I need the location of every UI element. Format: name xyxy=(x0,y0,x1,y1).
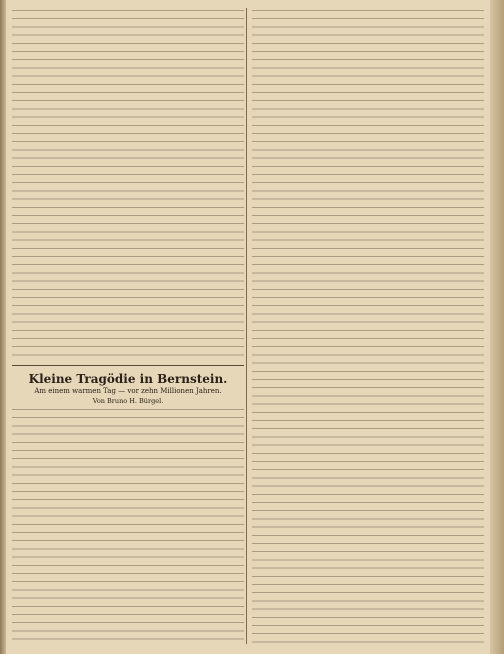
article-byline: Von Bruno H. Bürgel. xyxy=(92,397,164,405)
article-headline: Kleine Tragödie in Bernstein. xyxy=(28,372,228,386)
left-text-block-bottom xyxy=(12,409,244,646)
page-edge xyxy=(490,0,504,654)
section-rule xyxy=(12,365,244,366)
column-divider xyxy=(246,8,247,644)
right-column xyxy=(252,8,484,646)
left-column xyxy=(12,8,244,646)
page-binding xyxy=(0,0,6,654)
left-text-block-top xyxy=(12,10,244,362)
right-text-block xyxy=(252,10,484,646)
article-subhead: Am einem warmen Tag — vor zehn Millionen Jahren. xyxy=(34,387,222,395)
